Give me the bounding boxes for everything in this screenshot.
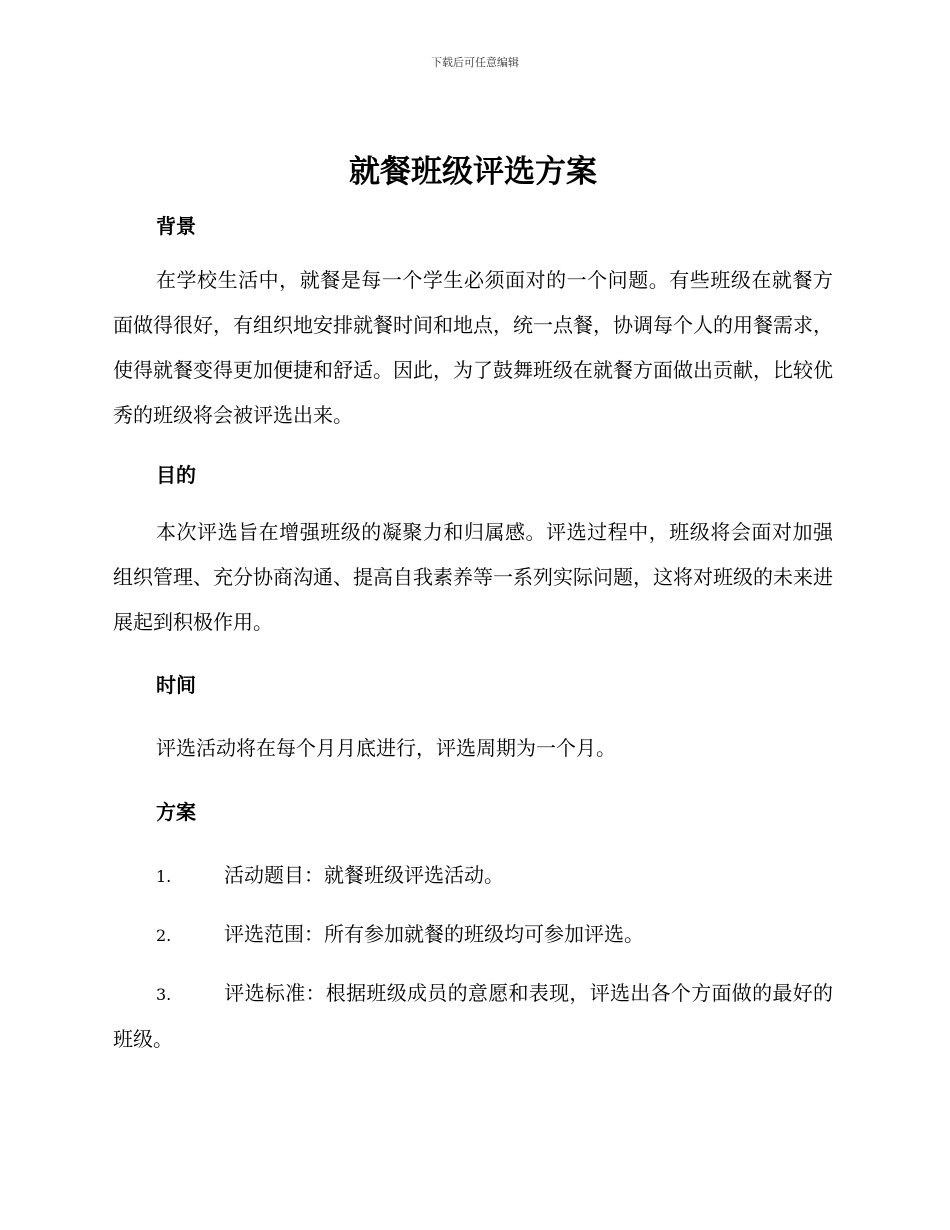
list-item-number: 2. [156,926,172,945]
list-item-number: 3. [156,985,172,1004]
list-item-text: 评选标准：根据班级成员的意愿和表现，评选出各个方面做的最好的班级。 [113,981,833,1051]
section-heading-time: 时间 [156,673,196,697]
list-item-text: 活动题目：就餐班级评选活动。 [224,863,504,887]
plan-list-item [113,912,833,958]
section-text-background: 在学校生活中，就餐是每一个学生必须面对的一个问题。有些班级在就餐方面做得很好，有组织地安排就餐时间和地点，统一点餐，协调每个人的用餐需求，使得就餐变得更加便捷和舒适。因此，为了鼓舞班级在就餐方面做出贡献，比较优秀的班级将会被评选出来。 [113,268,833,427]
section-text-purpose: 本次评选旨在增强班级的凝聚力和归属感。评选过程中，班级将会面对加强组织管理、充分协商沟通、提高自我素养等一系列实际问题，这将对班级的未来进展起到积极作用。 [113,520,833,634]
header-note: 下载后可任意编辑 [431,56,519,69]
section-text-time: 评选活动将在每个月月底进行，评选周期为一个月。 [156,736,616,760]
list-item-number: 1. [156,867,172,886]
list-item-text: 评选范围：所有参加就餐的班级均可参加评选。 [224,922,644,946]
document-body [113,150,833,1062]
section-heading-background: 背景 [156,214,196,238]
section-heading-purpose: 目的 [156,463,196,487]
document-title: 就餐班级评选方案 [349,154,597,190]
section-heading-plan: 方案 [156,800,196,824]
plan-list-item [113,853,833,899]
plan-list-item [113,971,833,1062]
